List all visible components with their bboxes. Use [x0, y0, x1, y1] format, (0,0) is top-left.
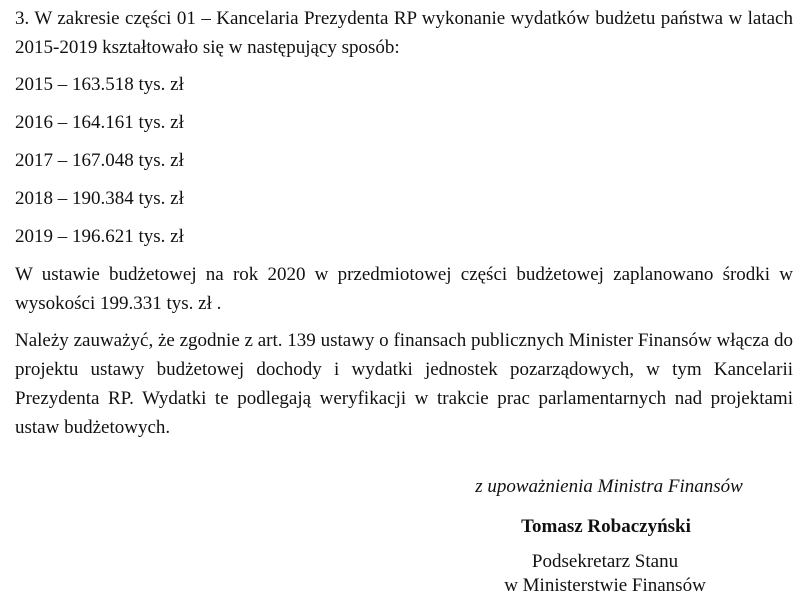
expenditure-2019: 2019 – 196.621 tys. zł	[15, 226, 184, 247]
expenditure-2016: 2016 – 164.161 tys. zł	[15, 112, 184, 133]
expenditure-2015: 2015 – 163.518 tys. zł	[15, 74, 184, 95]
expenditure-2017: 2017 – 167.048 tys. zł	[15, 150, 184, 171]
signatory-name: Tomasz Robaczyński	[521, 516, 691, 537]
document-body	[15, 4, 793, 442]
note-paragraph: Należy zauważyć, że zgodnie z art. 139 ustawy o finansach publicznych Minister Finansów włącza do projektu ustawy budżetowej dochody i wydatki jednostek pozarządowych, w tym Kancelarii Prezydenta RP. Wydatki te podlegają weryfikacji w trakcie prac parlamentarnych nad projektami ustaw budżetowych.	[15, 330, 793, 438]
plan-paragraph: W ustawie budżetowej na rok 2020 w przedmiotowej części budżetowej zaplanowano środki w wysokości 199.331 tys. zł .	[15, 264, 793, 314]
signature-block	[420, 472, 790, 598]
signatory-title-line2: w Ministerstwie Finansów	[504, 575, 706, 596]
signatory-title	[420, 550, 790, 598]
signatory-title-line1: Podsekretarz Stanu	[531, 551, 679, 572]
signature-authorization: z upoważnienia Ministra Finansów	[475, 476, 743, 497]
expenditure-2018: 2018 – 190.384 tys. zł	[15, 188, 184, 209]
intro-paragraph: 3. W zakresie części 01 – Kancelaria Prezydenta RP wykonanie wydatków budżetu państwa w latach 2015-2019 kształtowało się w następujący sposób:	[15, 8, 793, 58]
